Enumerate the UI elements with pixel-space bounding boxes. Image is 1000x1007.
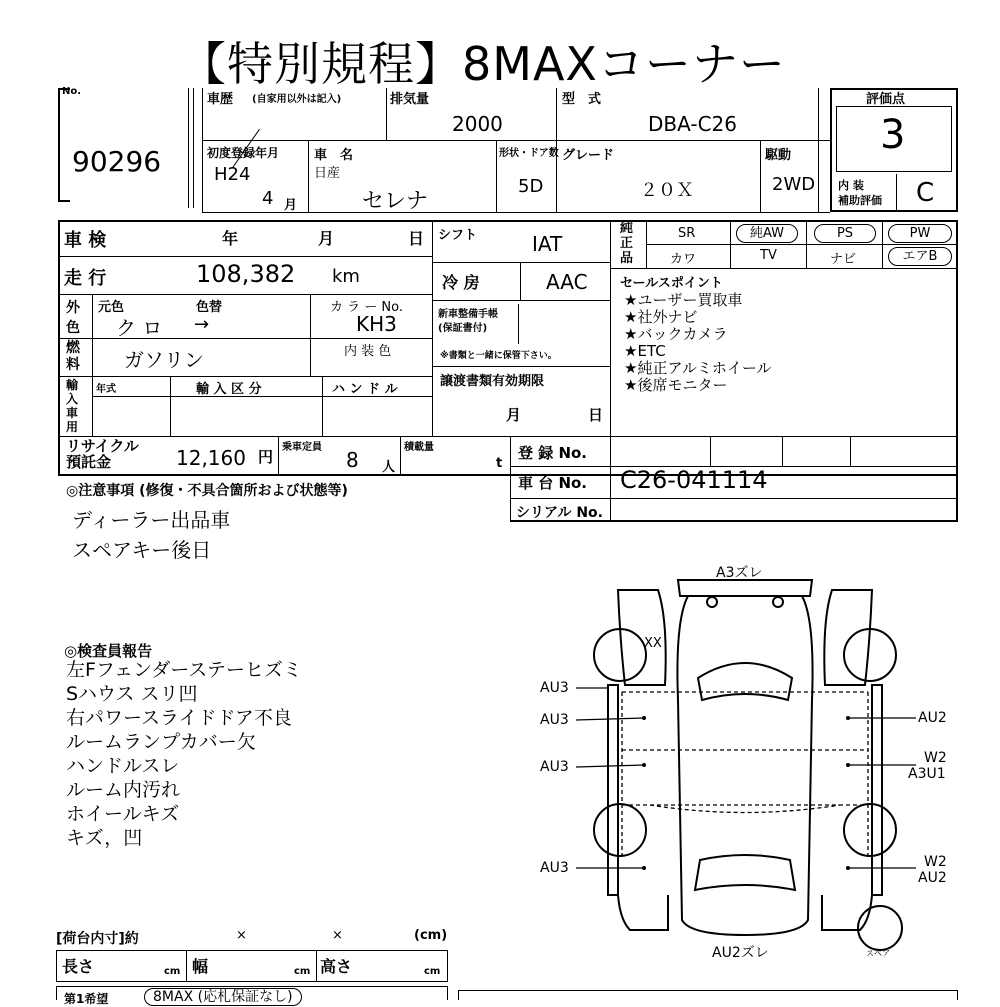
capacity-value: 8 [346,448,359,472]
import-label: 輸入車用 [66,378,79,434]
divider [730,220,731,268]
load-unit: t [496,456,503,471]
divider [316,950,317,982]
kind-label: 車歴 [207,92,234,107]
drive-value: 2WD [772,174,816,195]
divider [58,376,432,377]
score-label: 評価点 [866,92,906,107]
caution-item: スペアキー後日 [72,538,212,562]
equip-leather: カワ [670,252,697,267]
person-unit: 人 [382,460,396,475]
sales-label: セールスポイント [620,276,723,291]
doors-value: 5D [518,176,544,197]
divider [520,262,521,300]
divider [308,140,309,212]
docs-month: 月 [506,406,522,424]
drive-label: 駆動 [765,148,792,163]
remarks-box [458,990,958,1000]
new-warranty-label: 新車整備手帳 (保証書付) [438,309,498,334]
cargo-label: [荷台内寸]約 [56,931,139,947]
divider [496,140,497,212]
equip-sr: SR [678,226,696,241]
divider [400,436,401,476]
serial-label: シリアル No. [516,505,603,521]
divider [610,268,958,269]
divider [322,376,323,436]
score-value: 3 [880,112,906,158]
load-label: 積載量 [404,442,434,453]
car-diagram [540,560,960,960]
equip-label: 純正品 [620,221,634,266]
car-name: セレナ [362,189,429,214]
inspector-item: キズ，凹 [66,827,143,849]
fuel-value: ガソリン [124,348,204,372]
divider [58,294,432,295]
shaken-day-unit: 日 [408,229,425,248]
grade-value: ２０Ｘ [640,180,694,201]
sales-point: ★社外ナビ [624,308,698,326]
mileage-label: 走 行 [64,268,107,289]
divider [518,304,519,344]
fuel-label: 燃料 [66,340,80,373]
divider [188,88,189,208]
kind-note: (自家用以外は記入) [252,94,342,105]
caution-item: ディーラー出品車 [72,508,231,532]
capacity-label: 乗車定員 [282,442,322,453]
orig-color-value: ク ロ [116,316,163,340]
keep-note: ※書類と一緒に保管下さい。 [440,351,557,361]
caution-label: ◎注意事項 (修復・不具合箇所および状態等) [66,483,348,499]
times-sign: × [332,928,343,943]
color-no-label: カ ラ ー No. [330,300,403,315]
doors-label: 形状・ドア数 [499,148,559,159]
chassis-value: C26-041114 [620,466,768,494]
divider [386,88,387,140]
divider [646,244,958,245]
docs-label: 譲渡書類有効期限 [440,374,545,389]
inspector-item: ホイールキズ [66,803,180,825]
divider [58,436,958,437]
divider [278,436,279,476]
divider [186,950,187,982]
divider [850,436,851,466]
inspector-item: 右パワースライドドア不良 [66,707,292,729]
first-wish-value: 8MAX (応札保証なし) [144,988,302,1006]
left-mark: AU3 [540,712,569,728]
height-label: 高さ [320,957,353,976]
right-mark: W2 [924,750,947,766]
yen-unit: 円 [258,448,274,466]
docs-day: 日 [588,406,604,424]
handle-label: ハ ン ド ル [332,382,398,397]
displacement-value: 2000 [452,112,503,136]
interior-score-value: C [916,178,935,208]
car-name-label: 車 名 [314,148,354,163]
first-reg-year: H24 [214,164,251,185]
mileage-unit: km [332,266,360,287]
first-reg-month: 4 [262,188,274,209]
equip-airbag: エアB [888,247,952,266]
model-label: 型 式 [562,92,602,107]
exterior-label: 外色 [66,300,80,336]
divider [782,436,783,466]
no-label: No. [62,86,82,97]
inspector-item: 左Fフェンダーステーヒズミ [66,659,302,681]
inspector-item: ハンドルスレ [66,755,180,777]
lot-number: 90296 [72,145,162,178]
maker: 日産 [314,166,341,181]
recycle-value: 12,160 [176,446,246,470]
divider [432,366,610,367]
divider [170,376,171,436]
height-cm: cm [424,966,441,977]
reg-no-label: 登 録 No. [518,444,588,462]
divider [510,498,958,499]
ac-label: 冷 房 [442,273,480,292]
divider [882,220,883,268]
width-cm: cm [294,966,311,977]
divider [896,174,897,210]
interior-color-label: 内 装 色 [344,344,392,359]
cargo-table [56,950,448,982]
divider [58,256,432,257]
divider [92,294,93,436]
divider [58,338,432,339]
inspector-item: ルーム内汚れ [66,779,181,801]
spare-label: スペア [866,949,890,958]
length-label: 長さ [62,957,95,976]
inspector-list [66,658,302,850]
shaken-label: 車 検 [64,230,107,251]
inspector-label: ◎検査員報告 [64,642,153,660]
first-reg-label: 初度登録年月 [207,146,280,160]
fl-wheel-mark: XX [644,636,662,651]
times-sign: × [236,928,247,943]
divider [818,88,819,213]
left-mark: AU3 [540,680,569,696]
front-damage-label: A3ズレ [716,565,763,581]
month-unit: 月 [284,198,298,213]
divider [202,140,830,141]
divider [806,220,807,268]
equip-pw: PW [888,224,952,243]
interior-score-label: 内 装 補助評価 [838,179,882,207]
inspector-item: ルームランプカバー欠 [66,731,256,753]
divider [310,294,311,376]
model-value: DBA-C26 [648,112,737,136]
divider [193,88,194,208]
divider [760,140,761,212]
grade-label: グレード [562,148,615,163]
color-no-value: KH3 [356,312,397,336]
equip-tv: TV [760,248,777,263]
first-wish-label: 第1希望 [64,992,109,1006]
divider [432,220,433,436]
displacement-label: 排気量 [390,92,430,107]
shaken-year-unit: 年 [222,229,239,248]
ac-value: AAC [546,270,588,294]
color-arrow: → [194,314,210,335]
sales-point: ★後席モニター [624,376,728,394]
divider [432,262,610,263]
orig-color-label: 元色 [98,300,125,315]
divider [202,88,203,213]
right-mark: AU2 [918,710,947,726]
import-type-label: 輸 入 区 分 [196,382,262,397]
recycle-label: リサイクル 預託金 [66,437,139,471]
length-cm: cm [164,966,181,977]
equip-alloy-wheel: 純AW [736,224,798,243]
sales-point: ★ユーザー買取車 [624,291,743,309]
import-year-label: 年式 [96,384,116,395]
divider [610,220,611,436]
change-color-label: 色替 [196,300,223,315]
width-label: 幅 [192,957,209,976]
shaken-month-unit: 月 [318,229,335,248]
divider [556,88,557,140]
sales-point: ★ETC [624,342,666,360]
divider [432,300,610,301]
sales-point: ★純正アルミホイール [624,359,772,377]
sales-points [624,292,772,394]
page-title: 【特別規程】8MAXコーナー [180,37,786,91]
cm-unit-label: (cm) [414,928,448,943]
right-mark: W2 [924,854,947,870]
rear-damage-label: AU2ズレ [712,945,769,961]
sales-point: ★バックカメラ [624,325,728,343]
shift-value: IAT [532,232,563,256]
mileage-value: 108,382 [196,260,296,288]
right-mark: A3U1 [908,766,946,782]
left-mark: AU3 [540,759,569,775]
equip-navi: ナビ [830,252,857,267]
lot-bracket [58,88,70,202]
left-mark: AU3 [540,860,569,876]
divider [710,436,711,466]
equip-ps: PS [814,224,876,243]
inspector-item: Sハウス スリ凹 [66,683,198,705]
right-mark: AU2 [918,870,947,886]
shift-label: シフト [438,228,478,243]
chassis-label: 車 台 No. [518,474,588,492]
